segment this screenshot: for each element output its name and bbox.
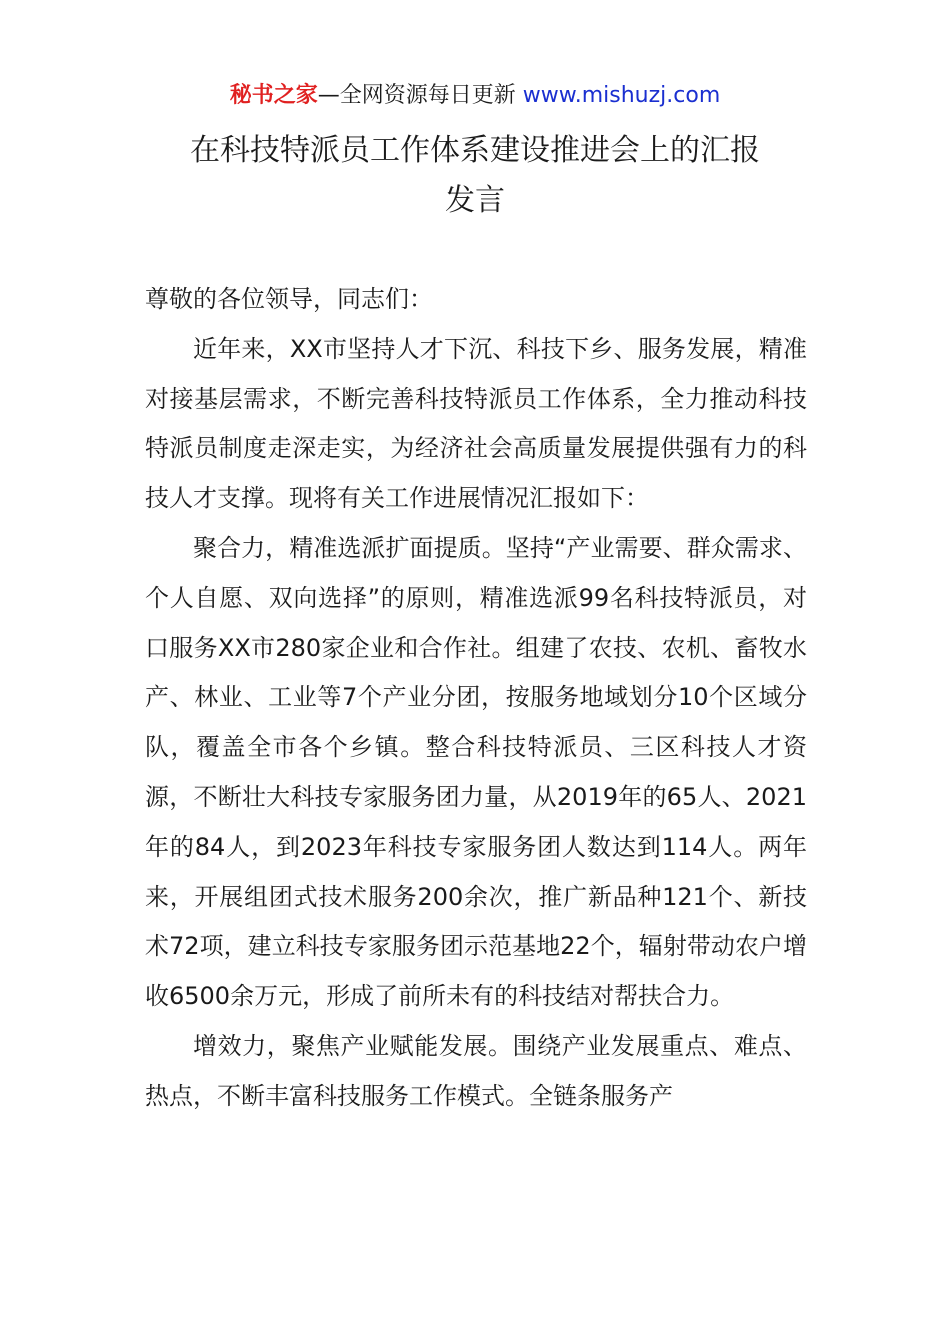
paragraph-efficiency: 增效力，聚焦产业赋能发展。围绕产业发展重点、难点、热点，不断丰富科技服务工作模式。全链条服务产 xyxy=(145,1031,807,1110)
document-title-line-2: 发言 xyxy=(445,183,505,218)
paragraph-selection: 聚合力，精准选派扩面提质。坚持“产业需要、群众需求、个人自愿、双向选择”的原则，精准选派99名科技特派员，对口服务XX市280家企业和合作社。组建了农技、农机、畜牧水产、林业、工业等7个产业分团，按服务地域划分10个区域分队，覆盖全市各个乡镇。整合科技特派员、三区科技人才资源，不断壮大科技专家服务团力量，从2019年的65人、2021年的84人，到2023年科技专家服务团人数达到114人。两年来，开展组团式技术服务200余次，推广新品种121个、新技术72项，建立科技专家服务团示范基地22个，辐射带动农户增收6500余万元，形成了前所未有的科技结对帮扶合力。 xyxy=(145,533,807,1011)
site-url[interactable]: www.mishuzj.com xyxy=(522,83,721,108)
site-brand: 秘书之家 xyxy=(229,83,318,108)
paragraph-intro: 近年来，XX市坚持人才下沉、科技下乡、服务发展，精准对接基层需求，不断完善科技特派员工作体系，全力推动科技特派员制度走深走实，为经济社会高质量发展提供强有力的科技人才支撑。现将有关工作进展情况汇报如下： xyxy=(145,334,807,513)
document-body xyxy=(145,275,807,1122)
site-tagline: —全网资源每日更新 xyxy=(317,83,523,108)
salutation: 尊敬的各位领导，同志们： xyxy=(145,285,433,313)
document-title-line-1: 在科技特派员工作体系建设推进会上的汇报 xyxy=(190,133,760,168)
site-header xyxy=(0,80,950,112)
document-title xyxy=(140,126,810,226)
